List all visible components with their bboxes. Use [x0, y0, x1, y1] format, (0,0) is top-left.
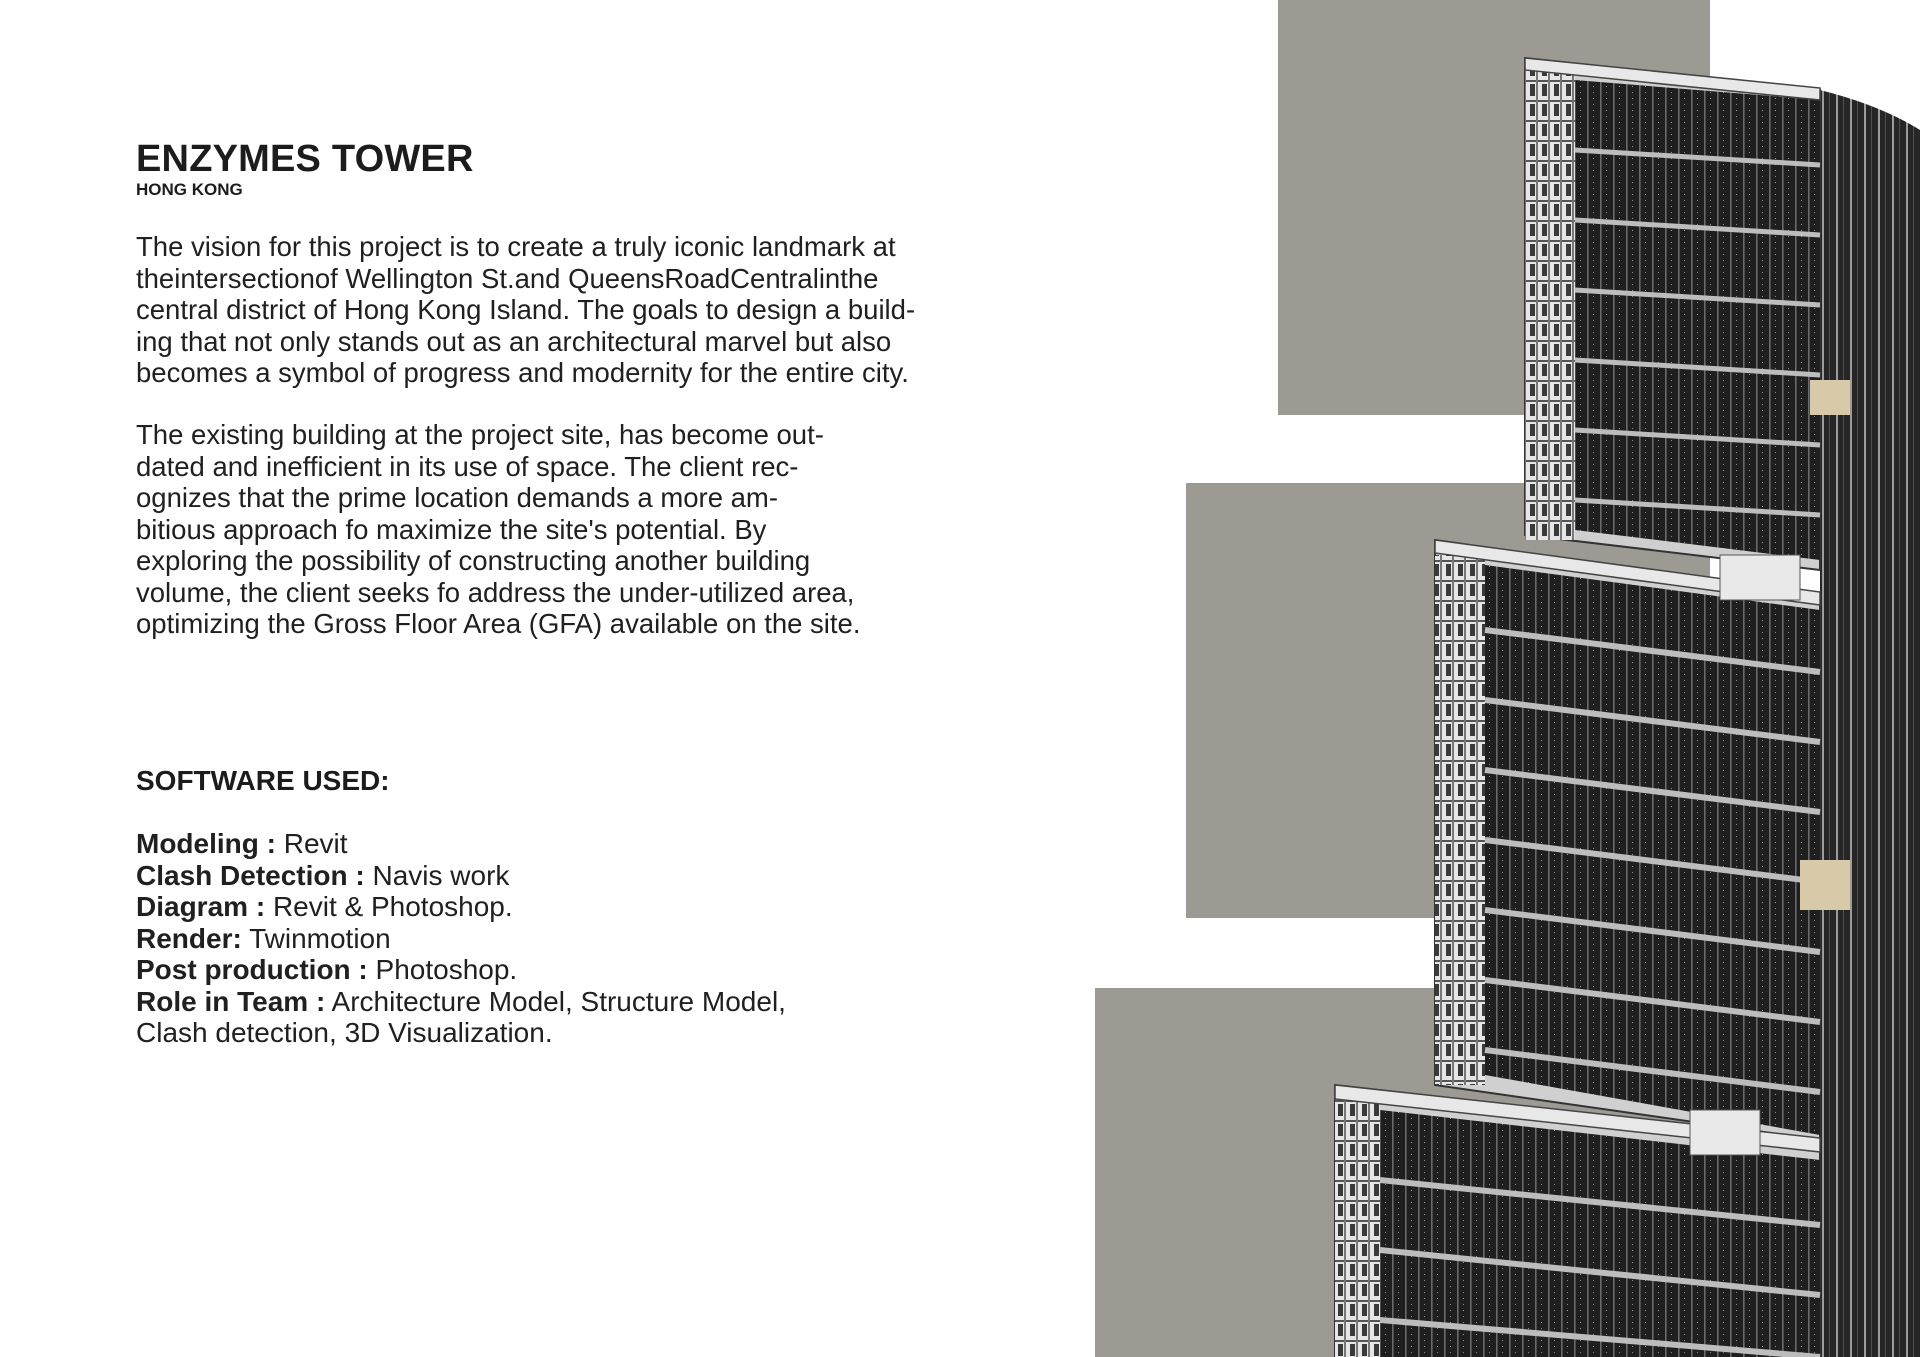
tower-render-icon	[1080, 0, 1920, 1357]
paragraph-line: theintersectionof Wellington St.and QueensRoadCentralinthe	[136, 262, 879, 294]
software-label: Modeling :	[136, 828, 276, 859]
software-label: Role in Team :	[136, 985, 326, 1017]
project-location: HONG KONG	[136, 180, 243, 199]
paragraph-line: central district of Hong Kong Island. The goals to design a build-	[136, 294, 916, 325]
description-paragraph-1	[136, 231, 915, 389]
software-item-role-continuation: Clash detection, 3D Visualization.	[136, 1017, 553, 1048]
paragraph-line: volume, the client seeks fo address the under-utilized area,	[136, 576, 855, 608]
middle-tower	[1435, 540, 1850, 1140]
software-item-render	[136, 923, 786, 955]
software-label: Diagram :	[136, 891, 266, 922]
software-value: Twinmotion	[249, 922, 391, 954]
software-label: Clash Detection :	[136, 859, 365, 891]
software-item-post-production	[136, 954, 786, 986]
paragraph-line: ognizes that the prime location demands a more am-	[136, 482, 778, 513]
software-label: Render:	[136, 922, 242, 954]
paragraph-line: becomes a symbol of progress and modernity for the entire city.	[136, 357, 909, 388]
software-value: Architecture Model, Structure Model,	[331, 985, 786, 1017]
software-heading: SOFTWARE USED:	[136, 765, 390, 796]
paragraph-line: optimizing the Gross Floor Area (GFA) available on the site.	[136, 608, 861, 639]
software-label: Post production :	[136, 954, 368, 985]
paragraph-line: ing that not only stands out as an architectural marvel but also	[136, 325, 892, 357]
project-title: ENZYMES TOWER	[136, 138, 474, 180]
paragraph-line: The existing building at the project site, has become out-	[136, 419, 824, 450]
software-list	[136, 828, 786, 1049]
software-item-modeling	[136, 828, 786, 860]
upper-tower	[1525, 58, 1850, 570]
lower-tower	[1335, 1085, 1820, 1357]
description-paragraph-2	[136, 419, 861, 640]
paragraph-line: dated and inefficient in its use of space. The client rec-	[136, 450, 799, 482]
software-item-diagram	[136, 891, 786, 923]
paragraph-line: exploring the possibility of constructing another building	[136, 545, 811, 576]
software-value: Navis work	[372, 859, 510, 891]
paragraph-line: The vision for this project is to create a truly iconic landmark at	[136, 231, 896, 262]
software-item-role-in-team	[136, 986, 786, 1018]
software-value: Revit	[283, 828, 348, 859]
paragraph-line: bitious approach fo maximize the site's potential. By	[136, 513, 767, 545]
software-item-clash-detection	[136, 860, 786, 892]
software-value: Revit & Photoshop.	[272, 891, 513, 922]
software-value: Photoshop.	[375, 954, 518, 985]
